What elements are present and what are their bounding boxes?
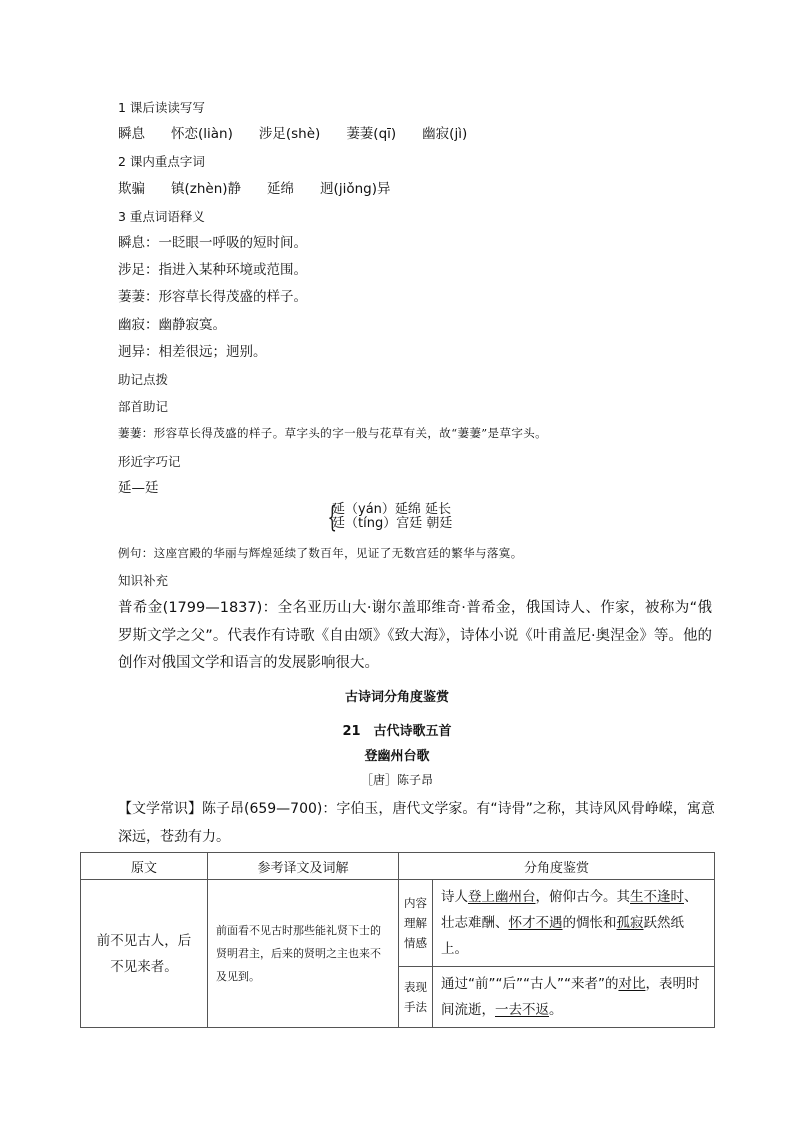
translation-text: 前面看不见古时那些能礼贤下士的贤明君主，后来的贤明之主也来不及见到。: [208, 880, 399, 1028]
text-span: 诗人: [441, 889, 468, 905]
table-row: [81, 880, 715, 967]
text-span: ，表明时间流逝，: [441, 976, 700, 1018]
vocab-word: 镇(zhèn)静: [171, 180, 242, 197]
underlined-text: 登上幽州台: [468, 889, 536, 905]
underlined-text: 一去不返: [495, 1002, 549, 1018]
literary-knowledge-text: 陈子昂(659—700)：字伯玉，唐代文学家。有“诗骨”之称，其诗风风骨峥嵘，寓意深远，苍劲有力。: [118, 801, 715, 845]
vocab-word: 幽寂(jì): [422, 126, 468, 143]
definition-item: 瞬息：一眨眼一呼吸的短时间。: [118, 235, 307, 252]
definition-item: 涉足：指进入某种环境或范围。: [118, 262, 307, 279]
vocab-word: 延绵: [267, 180, 295, 197]
bushou-heading: 部首助记: [118, 399, 169, 415]
section1-words: [118, 121, 718, 148]
header-translation: 参考译文及词解: [208, 853, 399, 880]
brace-icon: {: [327, 500, 337, 534]
table-header-row: [81, 853, 715, 880]
zhishi-text: 普希金(1799—1837)：全名亚历山大·谢尔盖耶维奇·普希金，俄国诗人、作家，被称为“俄罗斯文学之父”。代表作有诗歌《自由颂》《致大海》，诗体小说《叶甫盖尼·奥涅金》等。他的创作对俄国文学和语言的发展影响很大。: [118, 600, 712, 671]
vocab-word: 萋萋(qī): [346, 126, 397, 143]
header-original: 原文: [81, 853, 208, 880]
section2-words: [118, 176, 718, 203]
original-text: 前不见古人，后不见来者。: [81, 880, 208, 1028]
vocab-word: 涉足(shè): [258, 126, 321, 143]
literary-knowledge-label: 【文学常识】: [118, 801, 202, 817]
underlined-text: 怀才不遇: [508, 915, 563, 931]
content-understanding: [433, 880, 715, 967]
section2-heading: 2 课内重点字词: [118, 154, 205, 170]
underlined-text: 对比: [618, 976, 646, 992]
content-technique: [433, 967, 715, 1028]
label-technique: 表现手法: [399, 967, 433, 1028]
section3-heading: 3 重点词语释义: [118, 208, 205, 224]
definition-item: 萋萋：形容草长得茂盛的样子。: [118, 289, 307, 306]
text-span: 跃然纸上。: [441, 915, 684, 957]
vocab-word: 欺骗: [118, 180, 145, 197]
similar-char-row: 延（yán）延绵 延长: [332, 502, 452, 517]
zhishi-heading: 知识补充: [118, 573, 169, 588]
definition-item: 迥异：相差很远；迥别。: [118, 343, 267, 360]
text-span: 。: [549, 1002, 563, 1018]
vocab-word: 怀恋(liàn): [171, 126, 233, 143]
section1-heading: 1 课后读读写写: [118, 100, 205, 115]
poem-title: 登幽州台歌: [364, 749, 430, 764]
text-span: 的惆怅和: [562, 915, 617, 931]
text-span: ，俯仰古今。其: [535, 889, 630, 905]
text-span: 通过“前”“后”“古人”“来者”的: [441, 976, 619, 992]
vocab-word: 迥(jiǒng)异: [320, 180, 391, 197]
char-pair: 延—廷: [118, 479, 159, 496]
similar-char-comparison: [327, 500, 453, 534]
label-content: 内容理解情感: [399, 880, 433, 967]
definition-item: 幽寂：幽静寂寞。: [118, 316, 226, 333]
bushou-text: 萋萋：形容草长得茂盛的样子。草字头的字一般与花草有关，故“萋萋”是草字头。: [118, 426, 548, 441]
vocab-word: 瞬息: [118, 126, 145, 143]
appreciation-table: [80, 852, 715, 1028]
page-body: [118, 94, 718, 502]
underlined-text: 生不逢时: [630, 889, 684, 905]
lesson-title: 21 古代诗歌五首: [342, 724, 452, 739]
example-sentence: 例句：这座宫殿的华丽与辉煌延续了数百年，见证了无数宫廷的繁华与落寞。: [118, 546, 523, 560]
section-title: 古诗词分角度鉴赏: [344, 690, 449, 705]
text-span: 、壮志难酬、: [441, 889, 698, 931]
literary-knowledge: [118, 795, 716, 851]
poem-author: ［唐］陈子昂: [360, 773, 433, 787]
similar-char-row: 廷（tíng）宫廷 朝廷: [332, 516, 453, 531]
xingjin-heading: 形近字巧记: [118, 453, 181, 469]
header-appreciation: 分角度鉴赏: [399, 853, 715, 880]
zhuji-heading: 助记点拨: [118, 372, 169, 388]
underlined-text: 孤寂: [616, 915, 644, 931]
